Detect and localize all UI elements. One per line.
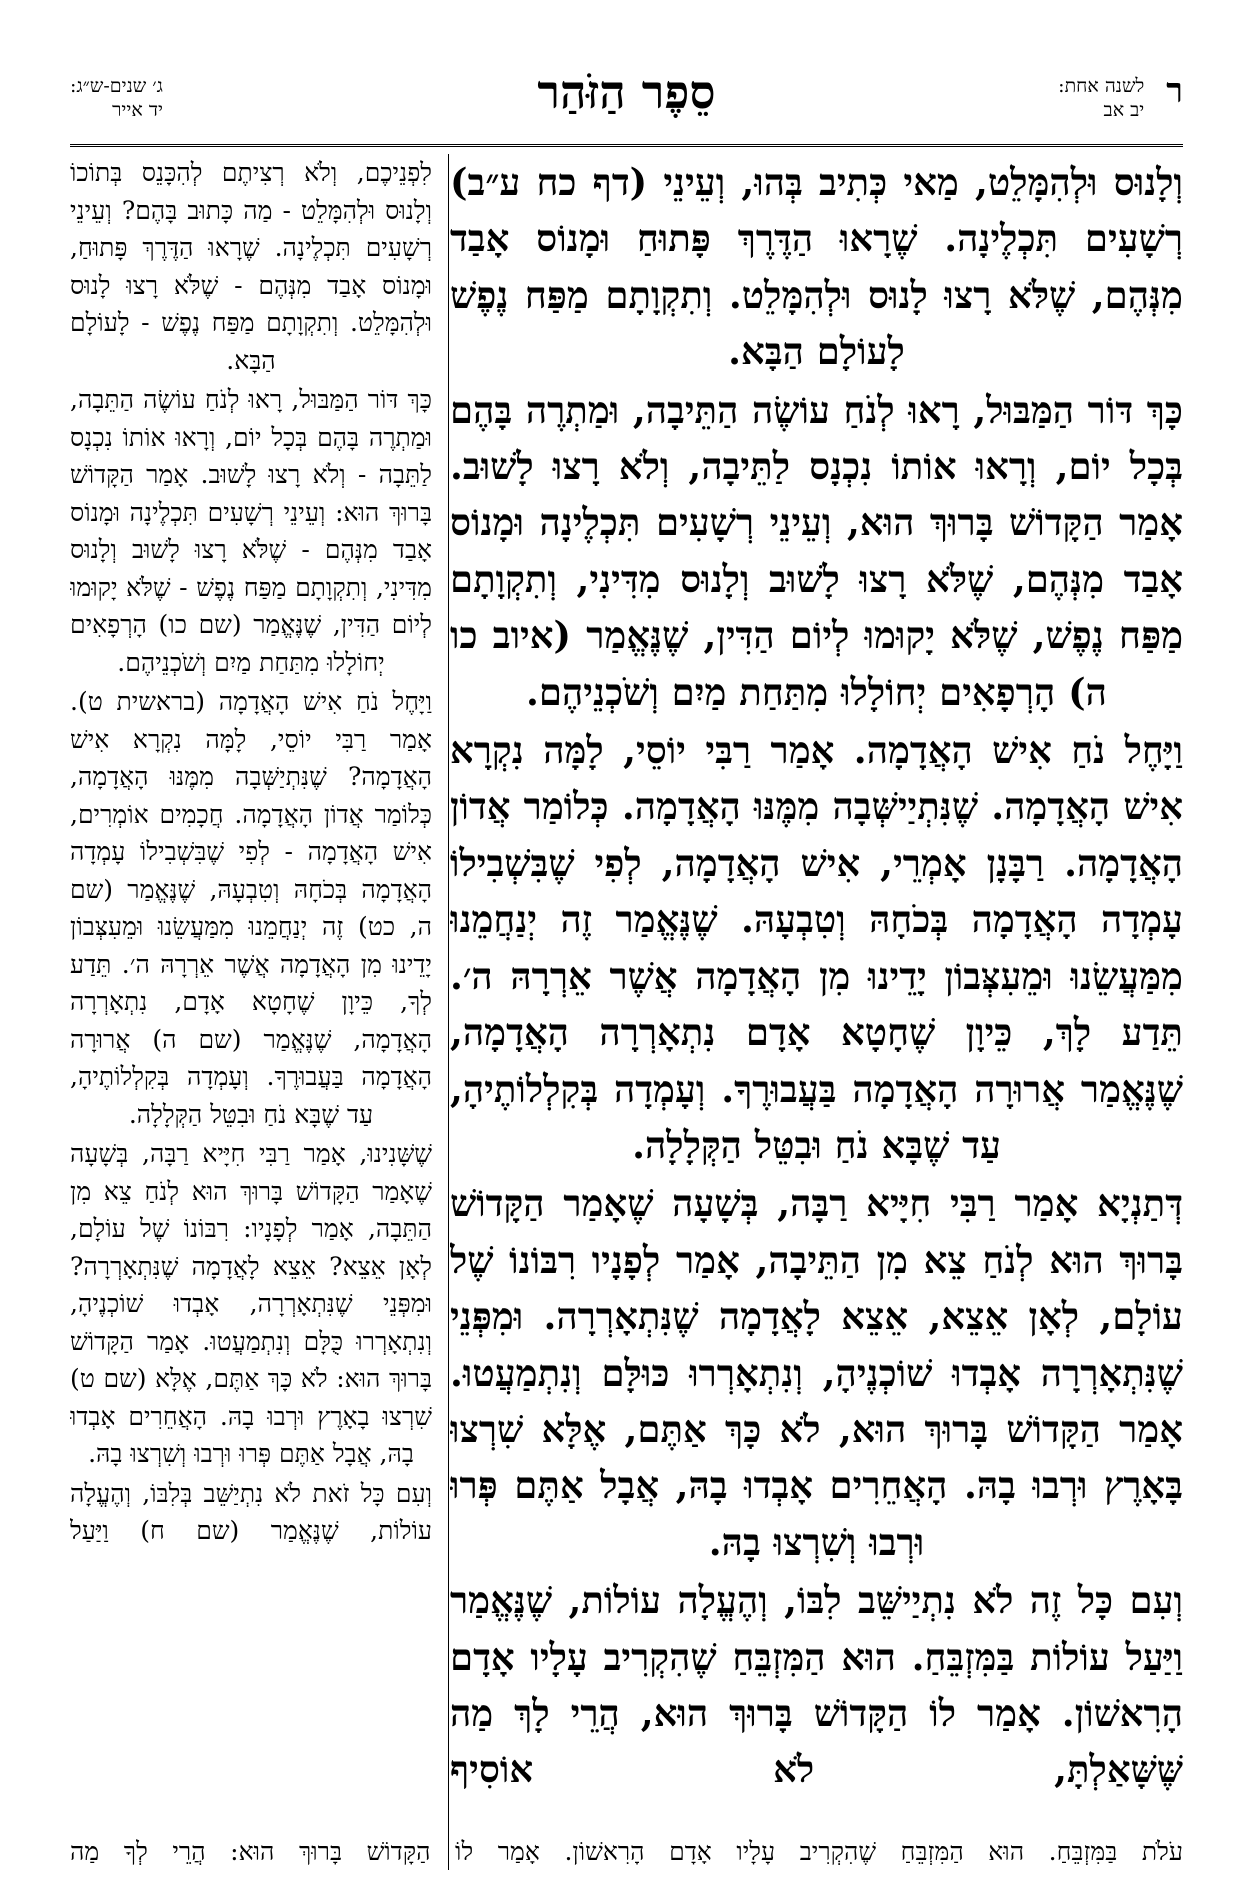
schedule-three-years: [70, 74, 163, 122]
schedule-three-years-date: יד אייר: [112, 99, 163, 121]
side-paragraph: וַיָּחֶל נֹחַ אִישׁ הָאֲדָמָה (בראשית ט). אָמַר רַבִּי יוֹסֵי, לָמָּה נִקְרָא אִישׁ הָאֲדָמָה? שֶׁנִּתְיַשְּׁבָה מִמֶּנּוּ הָאֲדָמָה, כְּלוֹמַר אֲדוֹן הָאֲדָמָה. חֲכָמִים אוֹמְרִים, אִישׁ הָאֲדָמָה - לְפִי שֶׁבִּשְׁבִילוֹ עָמְדָה הָאֲדָמָה בְּכֹחָהּ וְטִבְעָהּ, שֶׁנֶּאֱמַר (שם ה, כט) זֶה יְנַחֲמֵנוּ מִמַּעֲשֵׂנוּ וּמֵעִצְּבוֹן יָדֵינוּ מִן הָאֲדָמָה אֲשֶׁר אֵרְרָהּ ה׳. תֵּדַע לְךָ, כֵּיוָן שֶׁחָטָא אָדָם, נִתְאָרְרָה הָאֲדָמָה, שֶׁנֶּאֱמַר (שם ה) אֲרוּרָה הָאֲדָמָה בַּעֲבוּרֶךָ. וְעָמְדָה בְּקִלְלוֹתֶיהָ, עַד שֶׁבָּא נֹחַ וּבִטֵּל הַקְּלָלָה.: [70, 687, 432, 1129]
side-paragraph: שֶׁשָּׁנִינוּ, אָמַר רַבִּי חִיָּיא רַבָּה, בְּשָׁעָה שֶׁאָמַר הַקָּדוֹשׁ בָּרוּךְ הוּא לְנֹחַ צֵא מִן הַתֵּבָה, אָמַר לְפָנָיו: רִבּוֹנוֹ שֶׁל עוֹלָם, לְאָן אֵצֵא? אֵצֵא לָאֲדָמָה שֶׁנִּתְאָרְרָה? וּמִפְּנֵי שֶׁנִּתְאָרְרָה, אָבְדוּ שׁוֹכְנֶיהָ, וְנִתְאָרְרוּ כֻּלָּם וְנִתְמַעֲטוּ. אָמַר הַקָּדוֹשׁ בָּרוּךְ הוּא: לֹא כָּךְ אַתֶּם, אֶלָּא (שם ט) שִׁרְצוּ בָאָרֶץ וּרְבוּ בָהּ. הָאֲחֵרִים אָבְדוּ בָהּ, אֲבָל אַתֶּם פְּרוּ וּרְבוּ וְשִׁרְצוּ בָהּ.: [70, 1139, 432, 1468]
side-text-column: [70, 154, 432, 1870]
main-paragraph: וַיָּחֶל נֹחַ אִישׁ הָאֲדָמָה. אָמַר רַבִּי יוֹסֵי, לָמָּה נִקְרָא אִישׁ הָאֲדָמָה. שֶׁנִּתְיַישְּׁבָה מִמֶּנּוּ הָאֲדָמָה. כְּלוֹמַר אֲדוֹן הָאֲדָמָה. רַבָּנָן אָמְרֵי, אִישׁ הָאֲדָמָה, לְפִי שֶׁבִּשְׁבִילוֹ עָמְדָה הָאֲדָמָה בְּכֹחָהּ וְטִבְעָהּ. שֶׁנֶּאֱמַר זֶה יְנַחֲמֵנוּ מִמַּעֲשֵׂנוּ וּמֵעִצְּבוֹן יָדֵינוּ מִן הָאֲדָמָה אֲשֶׁר אֵרְרָהּ ה׳. תֵּדַע לָךְ, כֵּיוָן שֶׁחָטָא אָדָם נִתְאָרְרָה הָאֲדָמָה, שֶׁנֶּאֱמַר אֲרוּרָה הָאֲדָמָה בַּעֲבוּרֶךָ. וְעָמְדָה בְּקִלְלוֹתֶיהָ, עַד שֶׁבָּא נֹחַ וּבִטֵּל הַקְּלָלָה.: [450, 728, 1183, 1167]
main-paragraph: וְלָנוּס וּלְהִמָּלֵט, מַאי כְּתִיב בְּהוּ, וְעֵינֵי (דף כח ע״ב) רְשָׁעִים תִּכְלֶינָה. שֶׁרָאוּ הַדֶּרֶךְ פָּתוּחַ וּמָנוֹס אָבַד מִנְּהֶם, שֶׁלֹּא רָצוּ לָנוּס וּלְהִמָּלֵט. וְתִקְוָתָם מַפַּח נֶפֶשׁ לָעוֹלָם הַבָּא.: [450, 160, 1183, 374]
main-paragraph: דְּתַנְיָא אָמַר רַבִּי חִיָּיא רַבָּה, בְּשָׁעָה שֶׁאָמַר הַקָּדוֹשׁ בָּרוּךְ הוּא לְנֹחַ צֵא מִן הַתֵּיבָה, אָמַר לְפָנָיו רִבּוֹנוֹ שֶׁל עוֹלָם, לְאָן אֵצֵא, אֵצֵא לָאֲדָמָה שֶׁנִּתְאָרְרָה. וּמִפְּנֵי שֶׁנִּתְאָרְרָה אָבְדוּ שׁוֹכְנֶיהָ, וְנִתְאָרְרוּ כּוּלָּם וְנִתְמַעֲטוּ. אָמַר הַקָּדוֹשׁ בָּרוּךְ הוּא, לֹא כָּךְ אַתֶּם, אֶלָּא שִׁרְצוּ בָּאָרֶץ וּרְבוּ בָהּ. הָאֲחֵרִים אָבְדוּ בָהּ, אֲבָל אַתֶּם פְּרוּ וּרְבוּ וְשִׁרְצוּ בָהּ.: [450, 1181, 1183, 1564]
column-divider: [448, 154, 449, 1870]
header-rule: [70, 144, 1183, 147]
side-paragraph: וְעִם כָּל זֹאת לֹא נִתְיַשֵּׁב בְּלִבּוֹ, וְהֶעֱלָה עוֹלוֹת, שֶׁנֶּאֱמַר (שם ח) וַיַּעַל: [70, 1478, 432, 1545]
bottom-continuation-line: עֹלֹת בַּמִּזְבֵּחַ. הוּא הַמִּזְבֵּחַ שֶׁהִקְרִיב עָלָיו אָדָם הָרִאשׁוֹן. אָמַר לוֹ הַקָּדוֹשׁ בָּרוּךְ הוּא: הֲרֵי לְךָ מַה: [70, 1837, 1183, 1866]
main-paragraph: וְעִם כָּל זֶה לֹא נִתְיַישֵּׁב לִבּוֹ, וְהֶעֱלָה עוֹלוֹת, שֶׁנֶּאֱמַר וַיַּעַל עוֹלוֹת בַּמִּזְבֵּחַ. הוּא הַמִּזְבֵּחַ שֶׁהִקְרִיב עָלָיו אָדָם הָרִאשׁוֹן. אָמַר לוֹ הַקָּדוֹשׁ בָּרוּךְ הוּא, הֲרֵי לָךְ מַה שֶּׁשָּׁאַלְתָּ, לֹא אוֹסִיף: [450, 1578, 1183, 1792]
schedule-three-years-label: ג׳ שנים-ש״ג:: [70, 75, 163, 97]
side-paragraph: לִפְנֵיכֶם, וְלֹא רְצִיתֶם לְהִכָּנֵס בְּתוֹכוֹ וְלָנוּס וּלְהִמָּלֵט - מַה כָּתוּב בָּהֶם? וְעֵינֵי רְשָׁעִים תִּכְלֶינָה. שֶׁרָאוּ הַדֶּרֶךְ פָּתוּחַ, וּמָנוֹס אָבַד מִנְּהֶם - שֶׁלֹּא רָצוּ לָנוּס וּלְהִמָּלֵט. וְתִקְוָתָם מַפַּח נֶפֶשׁ - לָעוֹלָם הַבָּא.: [70, 158, 432, 375]
page-number: ר: [1166, 71, 1183, 111]
side-paragraph: כָּךְ דּוֹר הַמַּבּוּל, רָאוּ לְנֹחַ עוֹשֶׂה הַתֵּבָה, וּמַתְרֶה בָּהֶם בְּכָל יוֹם, וְרָאוּ אוֹתוֹ נִכְנָס לַתֵּבָה - וְלֹא רָצוּ לָשׁוּב. אָמַר הַקָּדוֹשׁ בָּרוּךְ הוּא: וְעֵינֵי רְשָׁעִים תִּכְלֶינָה וּמָנוֹס אָבַד מִנְּהֶם - שֶׁלֹּא רָצוּ לָשׁוּב וְלָנוּס מִדִּינִי, וְתִקְוָתָם מַפַּח נֶפֶשׁ - שֶׁלֹּא יָקוּמוּ לְיוֹם הַדִּין, שֶׁנֶּאֱמַר (שם כו) הָרְפָאִים יְחוֹלָלוּ מִתַּחַת מַיִם וְשֹׁכְנֵיהֶם.: [70, 385, 432, 677]
schedule-one-year-label: לשנה אחת:: [1058, 75, 1145, 97]
schedule-one-year-date: יב אב: [1103, 99, 1145, 121]
book-title: סֵפֶר הַזֹּהַר: [537, 65, 716, 119]
main-paragraph: כָּךְ דּוֹר הַמַּבּוּל, רָאוּ לְנֹחַ עוֹשֶׂה הַתֵּיבָה, וּמַתְרֶה בָּהֶם בְּכָל יוֹם, וְרָאוּ אוֹתוֹ נִכְנָס לַתֵּיבָה, וְלֹא רָצוּ לָשׁוּב. אָמַר הַקָּדוֹשׁ בָּרוּךְ הוּא, וְעֵינֵי רְשָׁעִים תִּכְלֶינָה וּמָנוֹס אָבַד מִנְּהֶם, שֶׁלֹּא רָצוּ לָשׁוּב וְלָנוּס מִדִּינִי, וְתִקְוָתָם מַפַּח נֶפֶשׁ, שֶׁלֹּא יָקוּמוּ לְיוֹם הַדִּין, שֶׁנֶּאֱמַר (איוב כו ה) הָרְפָאִים יְחוֹלָלוּ מִתַּחַת מַיִם וְשֹׁכְנֵיהֶם.: [450, 387, 1183, 714]
main-text-column: [450, 154, 1183, 1879]
page-header: [70, 65, 1183, 142]
